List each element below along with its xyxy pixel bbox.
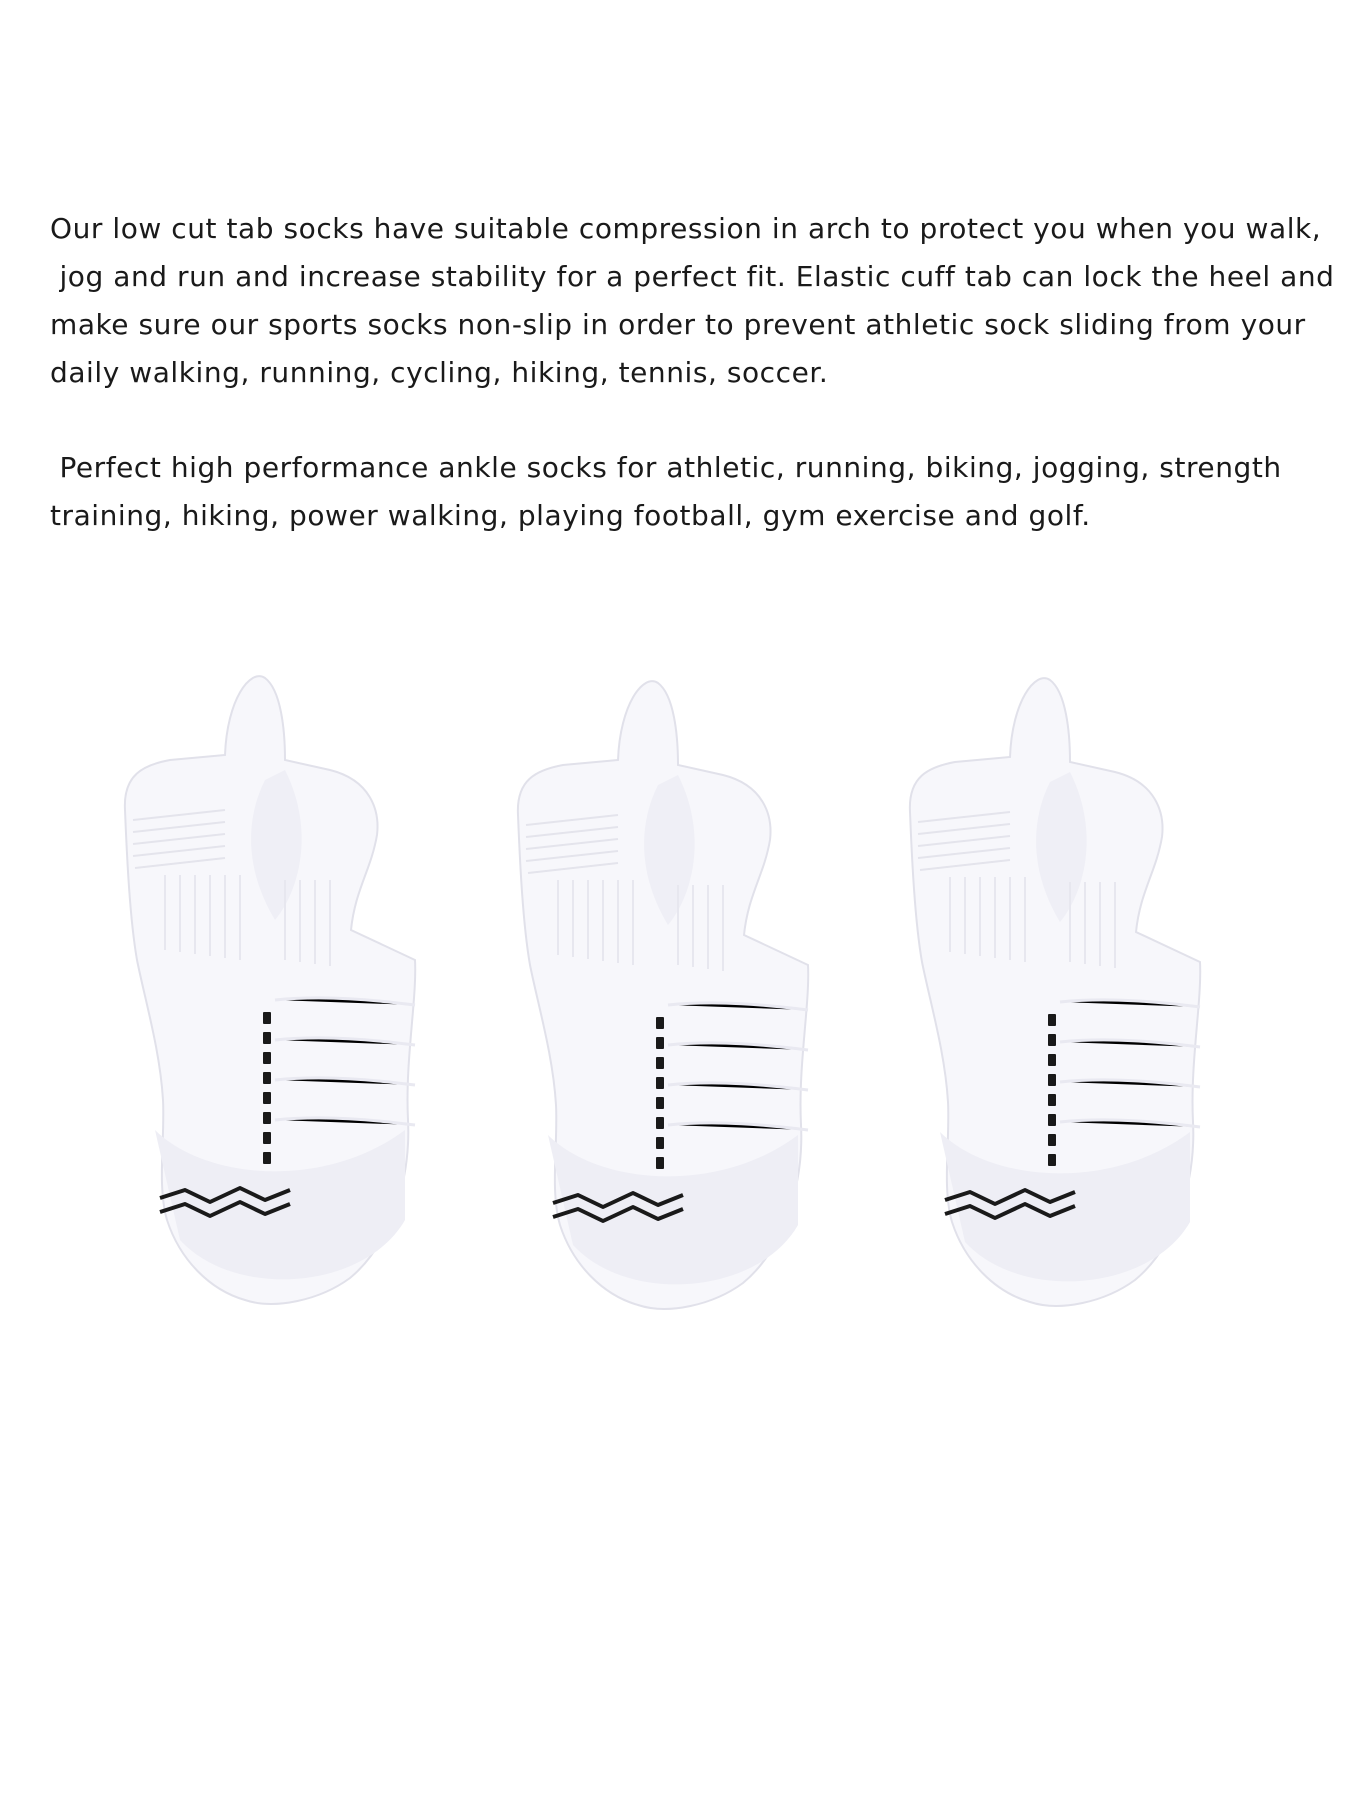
product-description bbox=[50, 205, 1335, 540]
sock-3 bbox=[910, 678, 1200, 1306]
product-image-socks bbox=[0, 660, 1350, 1420]
description-line: make sure our sports socks non-slip in order to prevent athletic sock sliding from your bbox=[50, 308, 1306, 341]
sock-1 bbox=[125, 676, 415, 1304]
description-line: Perfect high performance ankle socks for athletic, running, biking, jogging, strength bbox=[50, 451, 1282, 484]
sock-2 bbox=[518, 681, 808, 1309]
description-line: Our low cut tab socks have suitable compression in arch to protect you when you walk, bbox=[50, 212, 1322, 245]
description-line: training, hiking, power walking, playing football, gym exercise and golf. bbox=[50, 499, 1091, 532]
paragraph-spacer bbox=[50, 397, 1320, 444]
description-line: daily walking, running, cycling, hiking, tennis, soccer. bbox=[50, 356, 829, 389]
socks-illustration bbox=[0, 660, 1350, 1420]
description-line: jog and run and increase stability for a perfect fit. Elastic cuff tab can lock the heel and bbox=[50, 260, 1335, 293]
